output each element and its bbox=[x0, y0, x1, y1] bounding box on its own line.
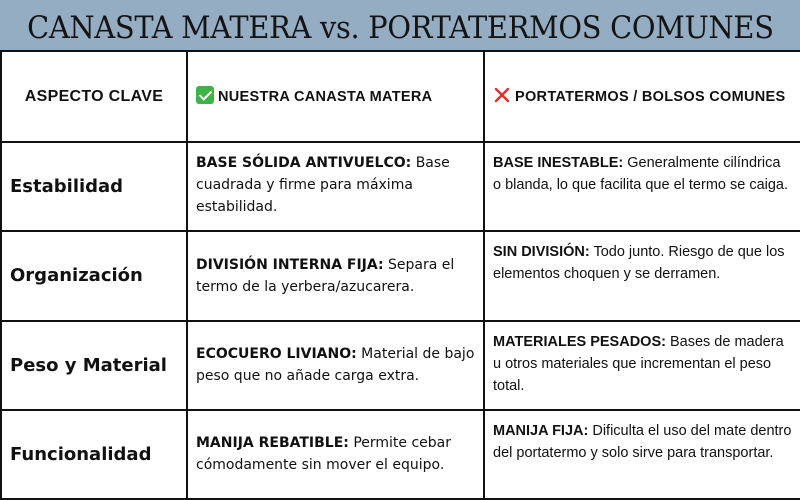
header-ours-label: NUESTRA CANASTA MATERA bbox=[218, 88, 433, 105]
table-row bbox=[1, 321, 800, 410]
ours-feature: DIVISIÓN INTERNA FIJA: bbox=[196, 256, 384, 273]
ours-feature: MANIJA REBATIBLE: bbox=[196, 435, 349, 452]
ours-description: Separa el termo de la yerbera/azucarera. bbox=[196, 256, 455, 295]
table-row bbox=[1, 142, 800, 231]
table-header-row bbox=[1, 51, 800, 142]
ours-description: Permite cebar cómodamente sin mover el equipo. bbox=[196, 435, 452, 474]
ours-cell bbox=[187, 410, 484, 499]
theirs-description: Generalmente cilíndrica o blanda, lo que facilita que el termo se caiga. bbox=[493, 155, 789, 194]
ours-cell bbox=[187, 231, 484, 320]
theirs-feature: BASE INESTABLE: bbox=[493, 155, 624, 172]
aspect-label: Peso y Material bbox=[1, 321, 187, 410]
table-row bbox=[1, 231, 800, 320]
page-title: CANASTA MATERA vs. PORTATERMOS COMUNES bbox=[26, 10, 774, 46]
header-theirs-label: PORTATERMOS / BOLSOS COMUNES bbox=[515, 88, 786, 105]
aspect-label: Estabilidad bbox=[1, 142, 187, 231]
ours-cell bbox=[187, 142, 484, 231]
theirs-cell bbox=[484, 321, 800, 410]
theirs-description: Dificulta el uso del mate dentro del portatermo y solo sirve para transportar. bbox=[493, 422, 792, 461]
ours-feature: ECOCUERO LIVIANO: bbox=[196, 346, 357, 363]
header-theirs bbox=[484, 51, 800, 142]
theirs-cell bbox=[484, 410, 800, 499]
check-mark-icon bbox=[196, 86, 214, 104]
header-ours bbox=[187, 51, 484, 142]
theirs-description: Bases de madera u otros materiales que incrementan el peso total. bbox=[493, 333, 784, 394]
theirs-cell bbox=[484, 231, 800, 320]
title-bar bbox=[0, 0, 800, 52]
aspect-label: Funcionalidad bbox=[1, 410, 187, 499]
ours-description: Material de bajo peso que no añade carga extra. bbox=[196, 346, 475, 385]
aspect-label: Organización bbox=[1, 231, 187, 320]
comparison-table bbox=[0, 50, 800, 500]
ours-description: Base cuadrada y firme para máxima estabilidad. bbox=[196, 155, 450, 216]
theirs-feature: SIN DIVISIÓN: bbox=[493, 244, 590, 261]
table-row bbox=[1, 410, 800, 499]
theirs-feature: MANIJA FIJA: bbox=[493, 422, 589, 439]
theirs-description: Todo junto. Riesgo de que los elementos choquen y se derramen. bbox=[493, 244, 785, 283]
header-aspect: ASPECTO CLAVE bbox=[1, 51, 187, 142]
ours-feature: BASE SÓLIDA ANTIVUELCO: bbox=[196, 155, 412, 172]
theirs-cell bbox=[484, 142, 800, 231]
cross-mark-icon bbox=[493, 86, 511, 104]
ours-cell bbox=[187, 321, 484, 410]
theirs-feature: MATERIALES PESADOS: bbox=[493, 333, 666, 350]
